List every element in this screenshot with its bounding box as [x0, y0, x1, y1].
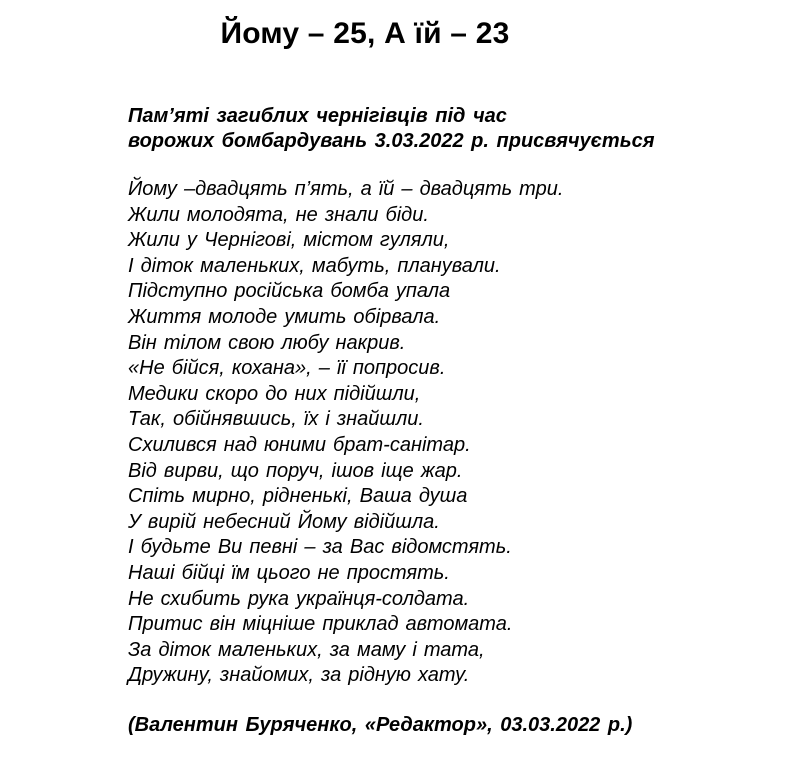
- poem-line: І діток маленьких, мабуть, планували.: [128, 254, 501, 277]
- poem-line: Не схибить рука українця-солдата.: [128, 587, 470, 610]
- poem-line: Так, обійнявшись, їх і знайшли.: [128, 408, 424, 431]
- poem-line: Від вирви, що поруч, ішов іще жар.: [128, 459, 463, 482]
- attribution: (Валентин Буряченко, «Редактор», 03.03.2022 р.): [128, 714, 633, 736]
- poem-line: Він тілом свою любу накрив.: [128, 331, 406, 354]
- poem-line: Жили у Чернігові, містом гуляли,: [128, 229, 450, 252]
- dedication-line: ворожих бомбардувань 3.03.2022 р. присвячується: [128, 130, 655, 152]
- poem-line: За діток маленьких, за маму і тата,: [128, 638, 485, 661]
- poem-body: [128, 177, 563, 689]
- poem-line: Медики скоро до них підійшли,: [128, 382, 421, 405]
- poem-line: І будьте Ви певні – за Вас відомстять.: [128, 536, 512, 559]
- poem-line: Притис він міцніше приклад автомата.: [128, 613, 513, 636]
- poem-line: Жили молодята, не знали біди.: [128, 203, 429, 226]
- poem-line: Життя молоде умить обірвала.: [128, 305, 441, 328]
- poem-line: Підступно російська бомба упала: [128, 280, 451, 303]
- poem-line: Наші бійці їм цього не простять.: [128, 561, 450, 584]
- poem-line: У вирій небесний Йому відійшла.: [128, 510, 440, 533]
- dedication: [128, 104, 654, 154]
- poem-line: «Не бійся, кохана», – її попросив.: [128, 357, 446, 380]
- poem-line: Схилився над юними брат-санітар.: [128, 433, 471, 456]
- dedication-line: Пам’яті загиблих чернігівців під час: [128, 105, 507, 127]
- poem-title: Йому – 25, А їй – 23: [220, 17, 510, 50]
- poem-line: Йому –двадцять п’ять, а їй – двадцять три.: [128, 178, 564, 200]
- poem-line: Дружину, знайомих, за рідную хату.: [128, 664, 470, 687]
- poem-line: Спіть мирно, рідненькі, Ваша душа: [128, 485, 468, 508]
